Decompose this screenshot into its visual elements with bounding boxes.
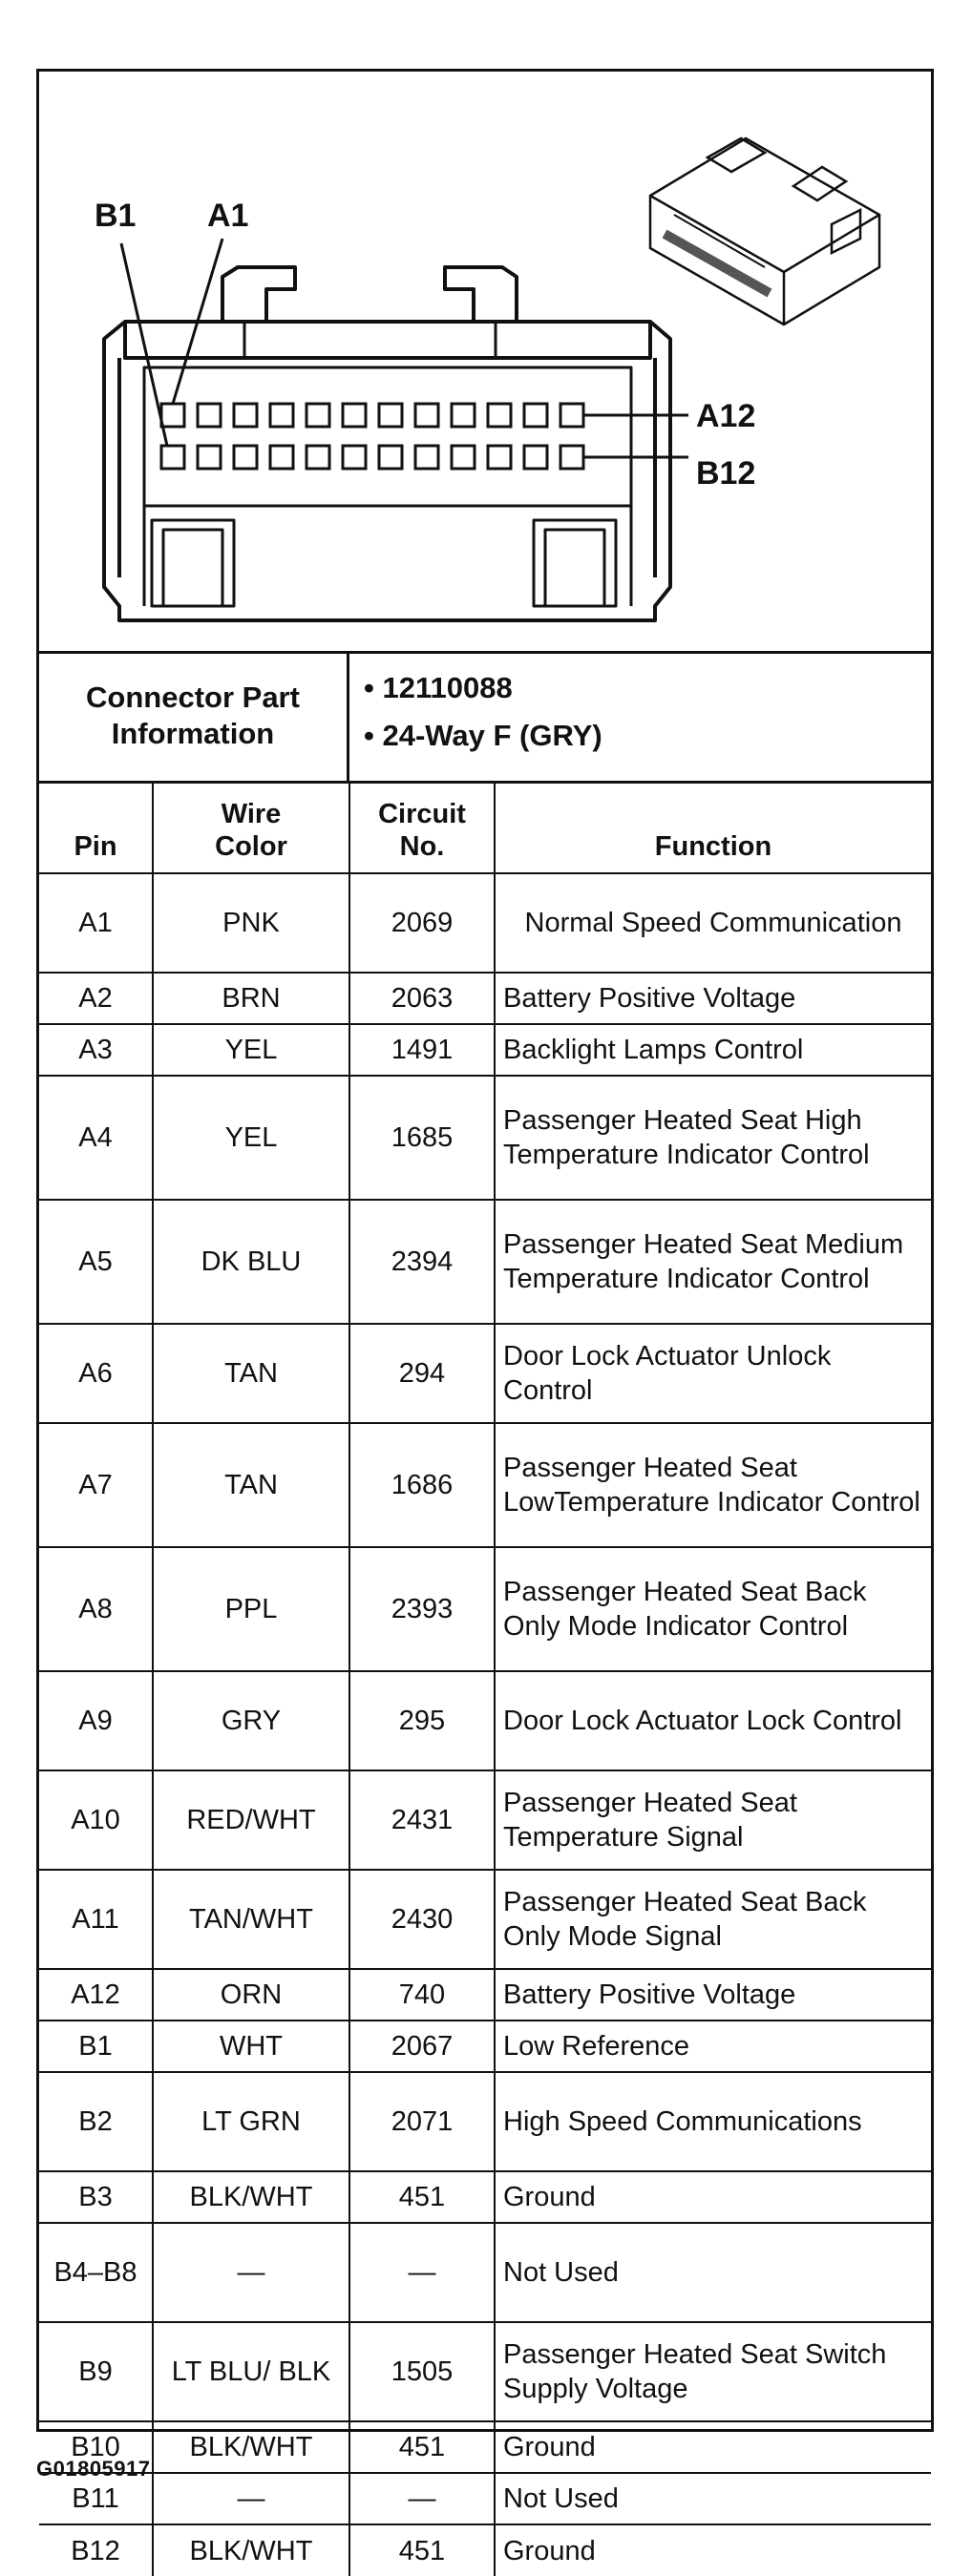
circuit-cell: 1491: [349, 1024, 495, 1076]
function-cell: Low Reference: [495, 2021, 931, 2072]
table-row: [39, 1423, 931, 1547]
table-row: [39, 1870, 931, 1969]
table-row: [39, 1024, 931, 1076]
table-row: [39, 873, 931, 973]
function-cell: Passenger Heated Seat Switch Supply Voltage: [495, 2322, 931, 2421]
table-row: [39, 2021, 931, 2072]
pin-cell: B10: [39, 2421, 153, 2473]
circuit-cell: 2067: [349, 2021, 495, 2072]
pin-cell: B9: [39, 2322, 153, 2421]
function-cell: Passenger Heated Seat High Temperature Indicator Control: [495, 1076, 931, 1200]
circuit-cell: 1685: [349, 1076, 495, 1200]
circuit-cell: —: [349, 2473, 495, 2524]
table-row: [39, 2524, 931, 2576]
wire-color-cell: TAN: [153, 1423, 349, 1547]
pin-cell: B12: [39, 2524, 153, 2576]
circuit-cell: 2431: [349, 1770, 495, 1870]
wire-color-cell: BLK/WHT: [153, 2421, 349, 2473]
wire-color-cell: BRN: [153, 973, 349, 1024]
connector-info-label-line2: Information: [111, 717, 275, 750]
table-row: [39, 1547, 931, 1671]
row-a-cavities: [161, 404, 583, 427]
function-cell: Battery Positive Voltage: [495, 1969, 931, 2021]
table-row: [39, 2223, 931, 2322]
table-row: [39, 1076, 931, 1200]
function-cell: Ground: [495, 2524, 931, 2576]
function-cell: Ground: [495, 2171, 931, 2223]
connector-diagram: [39, 72, 931, 654]
circuit-cell: 740: [349, 1969, 495, 2021]
connector-drawing: [39, 72, 931, 651]
pin-cell: B3: [39, 2171, 153, 2223]
pin-cell: A11: [39, 1870, 153, 1969]
wire-color-cell: PPL: [153, 1547, 349, 1671]
pin-cell: A4: [39, 1076, 153, 1200]
circuit-cell: 451: [349, 2421, 495, 2473]
circuit-cell: 295: [349, 1671, 495, 1770]
pin-cell: A8: [39, 1547, 153, 1671]
pin-cell: A5: [39, 1200, 153, 1324]
function-cell: Door Lock Actuator Lock Control: [495, 1671, 931, 1770]
wire-color-cell: WHT: [153, 2021, 349, 2072]
function-cell: High Speed Communications: [495, 2072, 931, 2171]
pin-cell: B4–B8: [39, 2223, 153, 2322]
function-cell: Not Used: [495, 2223, 931, 2322]
header-wire-line1: Wire: [221, 799, 282, 829]
pin-cell: A6: [39, 1324, 153, 1423]
connector-info-label: [39, 651, 349, 781]
function-cell: Passenger Heated Seat Back Only Mode Signal: [495, 1870, 931, 1969]
table-row: [39, 1200, 931, 1324]
circuit-cell: 1505: [349, 2322, 495, 2421]
pin-cell: B2: [39, 2072, 153, 2171]
function-cell: Battery Positive Voltage: [495, 973, 931, 1024]
label-b1: B1: [95, 198, 137, 234]
table-row: [39, 1969, 931, 2021]
wire-color-cell: PNK: [153, 873, 349, 973]
circuit-cell: 451: [349, 2171, 495, 2223]
circuit-cell: 451: [349, 2524, 495, 2576]
circuit-cell: —: [349, 2223, 495, 2322]
wire-color-cell: TAN: [153, 1324, 349, 1423]
header-circuit-line2: No.: [399, 831, 445, 862]
wire-color-cell: LT BLU/ BLK: [153, 2322, 349, 2421]
circuit-cell: 2063: [349, 973, 495, 1024]
function-cell: Passenger Heated Seat Medium Temperature Indicator Control: [495, 1200, 931, 1324]
row-b-cavities: [161, 446, 583, 469]
table-row: [39, 1671, 931, 1770]
table-row: [39, 2171, 931, 2223]
circuit-cell: 2071: [349, 2072, 495, 2171]
header-wire-line2: Color: [215, 831, 287, 862]
pinout-table: [39, 781, 931, 2576]
table-row: [39, 1324, 931, 1423]
circuit-cell: 294: [349, 1324, 495, 1423]
function-cell: Door Lock Actuator Unlock Control: [495, 1324, 931, 1423]
wire-color-cell: ORN: [153, 1969, 349, 2021]
pin-cell: B1: [39, 2021, 153, 2072]
table-row: [39, 2473, 931, 2524]
function-cell: Backlight Lamps Control: [495, 1024, 931, 1076]
wire-color-cell: LT GRN: [153, 2072, 349, 2171]
figure-code: G01805917: [36, 2457, 151, 2481]
wire-color-cell: YEL: [153, 1024, 349, 1076]
wire-color-cell: TAN/WHT: [153, 1870, 349, 1969]
pin-cell: A3: [39, 1024, 153, 1076]
header-wire-color: [153, 781, 349, 873]
function-cell: Passenger Heated Seat LowTemperature Indicator Control: [495, 1423, 931, 1547]
pin-cell: A12: [39, 1969, 153, 2021]
connector-description: • 24-Way F (GRY): [364, 719, 602, 752]
table-row: [39, 973, 931, 1024]
function-cell: Passenger Heated Seat Temperature Signal: [495, 1770, 931, 1870]
wire-color-cell: DK BLU: [153, 1200, 349, 1324]
table-row: [39, 2421, 931, 2473]
table-row: [39, 2322, 931, 2421]
pin-cell: A9: [39, 1671, 153, 1770]
wire-color-cell: —: [153, 2223, 349, 2322]
table-header-row: [39, 781, 931, 873]
label-b12: B12: [696, 455, 756, 492]
function-cell: Ground: [495, 2421, 931, 2473]
function-cell: Normal Speed Communication: [495, 873, 931, 973]
function-cell: Passenger Heated Seat Back Only Mode Indicator Control: [495, 1547, 931, 1671]
wire-color-cell: YEL: [153, 1076, 349, 1200]
header-circuit-no: [349, 781, 495, 873]
header-function: Function: [495, 781, 931, 873]
circuit-cell: 2069: [349, 873, 495, 973]
table-row: [39, 1770, 931, 1870]
connector-part-number: • 12110088: [364, 671, 513, 704]
wire-color-cell: BLK/WHT: [153, 2171, 349, 2223]
pin-cell: A2: [39, 973, 153, 1024]
circuit-cell: 2393: [349, 1547, 495, 1671]
header-pin: Pin: [39, 781, 153, 873]
pin-cell: B11: [39, 2473, 153, 2524]
pin-cell: A1: [39, 873, 153, 973]
wire-color-cell: BLK/WHT: [153, 2524, 349, 2576]
connector-part-info: [39, 651, 931, 784]
circuit-cell: 1686: [349, 1423, 495, 1547]
label-a12: A12: [696, 398, 756, 434]
wire-color-cell: GRY: [153, 1671, 349, 1770]
circuit-cell: 2430: [349, 1870, 495, 1969]
pin-cell: A10: [39, 1770, 153, 1870]
header-circuit-line1: Circuit: [378, 799, 466, 829]
connector-isometric-view: [650, 138, 879, 325]
label-a1: A1: [207, 198, 249, 234]
table-row: [39, 2072, 931, 2171]
function-cell: Not Used: [495, 2473, 931, 2524]
wire-color-cell: RED/WHT: [153, 1770, 349, 1870]
pin-cell: A7: [39, 1423, 153, 1547]
wire-color-cell: —: [153, 2473, 349, 2524]
connector-info-values: [364, 664, 602, 760]
connector-info-label-line1: Connector Part: [86, 681, 300, 714]
circuit-cell: 2394: [349, 1200, 495, 1324]
